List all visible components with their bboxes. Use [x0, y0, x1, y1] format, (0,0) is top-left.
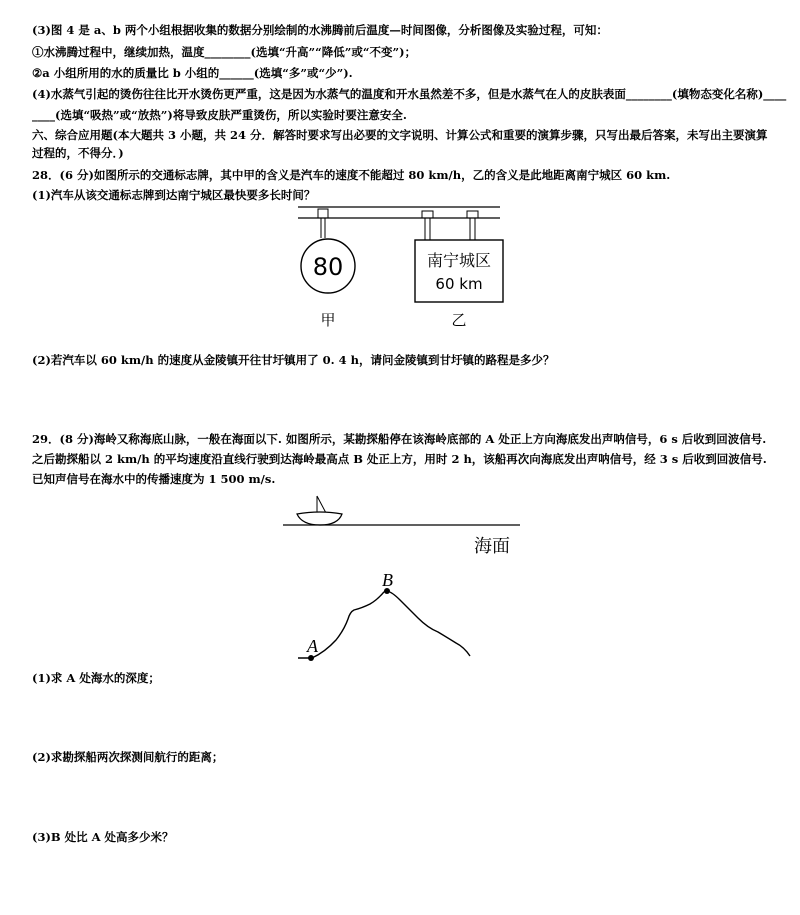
q3-item-1: ①水沸腾过程中，继续加热，温度________(选填“升高”“降低”或“不变”)； — [32, 45, 417, 59]
q29-part-2: (2)求勘探船两次探测间航行的距离； — [32, 750, 224, 764]
q29-part-3: (3)B 处比 A 处高多少米？ — [32, 830, 174, 844]
section-6-heading: 六、综合应用题(本大题共 3 小题，共 24 分．解答时要求写出必要的文字说明、计算公式和重要的演算步骤，只写出最后答案，未写出主要演算过程的，不得分．) — [32, 128, 768, 160]
traffic-sign-figure — [290, 200, 520, 335]
q3-item-2: ②a 小组所用的水的质量比 b 小组的______(选填“多”或“少”). — [32, 66, 353, 80]
q29-part-1: (1)求 A 处海水的深度； — [32, 671, 160, 685]
q28-stem: 28．(6 分)如图所示的交通标志牌，其中甲的含义是汽车的速度不能超过 80 km/h，乙的含义是此地距离南宁城区 60 km. — [32, 168, 671, 182]
distance-sign-city: 南宁城区 — [426, 251, 492, 270]
q3-intro: (3)图 4 是 a、b 两个小组根据收集的数据分别绘制的水沸腾前后温度—时间图像，分析图像及实验过程，可知： — [32, 23, 608, 37]
q28-part-1: (1)汽车从该交通标志牌到达南宁城区最快要多长时间？ — [32, 188, 316, 202]
point-a-label: A — [307, 636, 318, 656]
point-b-label: B — [382, 570, 393, 590]
q29-stem: 29．(8 分)海岭又称海底山脉，一般在海面以下. 如图所示，某勘探船停在该海岭底部的 A 处正上方向海底发出声呐信号，6 s 后收到回波信号. 之后勘探船以 2 km/h 的平均速度沿直线行驶到达海岭最高点 B 处正上方，用时 2 h，该船再次向海底发出声呐信号，经 3 s 后收到回波信号. 已知声信号在海水中的传播速度为 1 500 m/s. — [32, 432, 767, 486]
sea-ridge-profile — [298, 591, 470, 658]
q4-line-2: ____(选填“吸热”或“放热”)将导致皮肤严重烫伤，所以实验时要注意安全. — [32, 108, 407, 122]
q28-part-2: (2)若汽车以 60 km/h 的速度从金陵镇开往甘圩镇用了 0. 4 h，请问金陵镇到甘圩镇的路程是多少？ — [32, 353, 555, 367]
sea-label: 海面 — [474, 536, 510, 557]
distance-sign-value: 60 km — [435, 275, 483, 293]
boat-icon — [297, 496, 342, 525]
speed-limit-value: 80 — [312, 253, 344, 281]
q4-line-1: (4)水蒸气引起的烫伤往往比开水烫伤更严重，这是因为水蒸气的温度和开水虽然差不多，但是水蒸气在人的皮肤表面________(填物态变化名称)____ — [32, 87, 787, 101]
label-yi: 乙 — [451, 311, 467, 329]
label-jia: 甲 — [320, 311, 336, 329]
sea-ridge-figure — [280, 492, 530, 667]
